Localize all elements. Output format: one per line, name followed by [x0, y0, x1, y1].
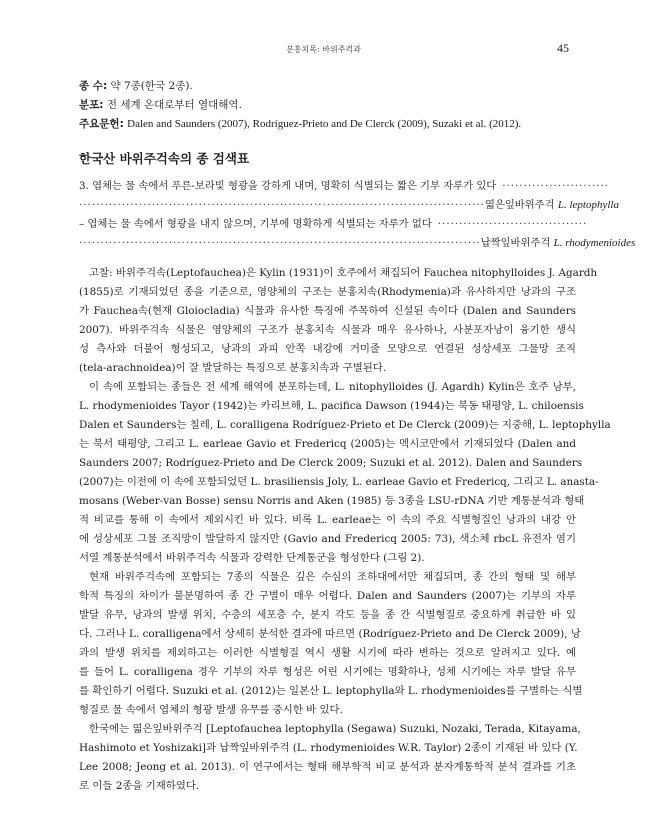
- key-item-2-latin-name: L. rhodymenioides: [553, 237, 636, 249]
- text-line: 에 성상세포 그물 조직망이 발달하지 않지만 (Gavio and Fredericq 2005: 73), 색소체 rbcL 유전자 염기: [79, 533, 576, 545]
- text-line: 과의 발생 위치를 제외하고는 이러한 식별형질 역시 생활 시기에 따라 변하는 것으로 알려지고 있다. 예: [79, 647, 576, 659]
- text-line: Hashimoto et Yoshizaki]과 납짝잎바위주걱 (L. rhodymenioides W.R. Taylor) 2종이 기재된 바 있다 (Y.: [79, 742, 578, 754]
- distribution-label: 분포:: [79, 99, 104, 111]
- text-line: 적 비교를 통해 이 속에서 제외시킨 바 있다. 비록 L. earleae는 이 속의 주요 식별형질인 낭과의 내강 안: [79, 514, 576, 526]
- key-item-2-korean-name: 납짝잎바위주걱: [480, 237, 551, 249]
- references-value: Dalen and Saunders (2007), Rodríguez-Prieto and De Clerck (2009), Suzaki et al. (2012).: [127, 118, 522, 130]
- references-row: [79, 115, 579, 134]
- key-item-1-lead: [79, 177, 610, 196]
- text-line: mosans (Weber-van Bosse) sensu Norris and Aken (1985) 등 3종을 LSU-rDNA 기반 계통분석과 형태: [79, 495, 585, 507]
- key-item-1-text: 3. 엽체는 물 속에서 푸른-보라빛 형광을 강하게 내며, 명확히 식별되는 짧은 기부 자루가 있다: [79, 180, 497, 192]
- running-head: 분홍치목: 바위주걱과: [286, 45, 361, 54]
- key-item-2-taxon: [481, 234, 636, 253]
- page-number: 45: [557, 41, 569, 55]
- key-item-1-result-dots: ·······························································································: [79, 199, 485, 211]
- text-line: Dalen et Saunders는 칠레, L. coralligena Rodríguez-Prieto et De Clerck (2009)는 지중해, L. leptophylla: [79, 419, 611, 431]
- distribution-row: [79, 96, 579, 115]
- text-line: 다. 그러나 L. coralligena에서 상세히 분석한 결과에 따르면 (Rodríguez-Prieto and De Clerck 2009), 낭: [79, 628, 581, 640]
- references-label: 주요문헌:: [79, 118, 124, 130]
- text-line: (1855)로 기재되었던 종을 기준으로, 영양체의 구조는 분홍치속(Rhodymenia)과 유사하지만 낭과의 구조: [79, 286, 576, 298]
- key-item-2-lead: [79, 215, 588, 234]
- identification-key: [79, 177, 636, 253]
- key-item-1-taxon: [485, 196, 619, 215]
- key-item-2-text: – 엽체는 물 속에서 형광을 내지 않으며, 기부에 명확하게 식별되는 자루가 없다: [79, 218, 432, 230]
- text-line: L. rhodymenioides Tayor (1942)는 카리브해, L. pacifica Dawson (1944)는 북동 태평양, L. chiloensis: [79, 400, 584, 412]
- text-line: 는 북서 태평양, 그리고 L. earleae Gavio et Fredericq (2005)는 멕시코만에서 기재되었다 (Dalen and: [79, 438, 576, 450]
- key-item-1-korean-name: 엷은잎바위주걱: [484, 199, 555, 211]
- text-line: 한국에는 엷은잎바위주걱 [Leptofauchea leptophylla (Segawa) Suzuki, Nozaki, Terada, Kitayama,: [89, 723, 581, 735]
- text-line: 로 이들 2종을 기재하였다.: [79, 780, 200, 792]
- taxon-summary: [79, 77, 579, 134]
- species-count-value: 약 7종(한국 2종).: [110, 80, 193, 92]
- text-line: (2007)는 이전에 이 속에 포함되었던 L. brasiliensis Joly, L. earleae Gavio et Fredericq, 그리고 L. anasta-: [79, 476, 599, 488]
- species-count-row: [79, 77, 579, 96]
- text-line: 를 확인하기 어렵다. Suzuki et al. (2012)는 일본산 L. leptophylla와 L. rhodymenioides를 구별하는 식별: [79, 685, 583, 697]
- text-line: 현재 바위주걱속에 포함되는 7종의 식물은 깊은 수심의 조하대에서만 채집되며, 종 간의 형태 및 해부: [89, 571, 576, 583]
- text-line: 형질로 물 속에서 엽체의 형광 발생 유무를 중시한 바 있다.: [79, 704, 343, 716]
- text-line: 학적 특징의 차이가 불분명하여 종 간 구별이 매우 어렵다. Dalen and Saunders (2007)는 기부의 자루: [79, 590, 576, 602]
- key-item-1-latin-name: L. leptophylla: [557, 199, 619, 211]
- text-line: 를 들어 L. coralligena 경우 기부의 자루 형성은 어린 시기에는 명확하나, 성체 시기에는 자루 발달 유무: [79, 666, 576, 678]
- text-line: 가 Fauchea속(현재 Gloiocladia) 식물과 유사한 특징에 주목하여 신설된 속이다 (Dalen and Saunders: [79, 305, 576, 317]
- text-line: Saunders 2007; Rodríguez-Prieto and De Clerck 2009; Suzuki et al. 2012). Dalen and Saunders: [79, 457, 583, 469]
- text-line: Lee 2008; Jeong et al. 2013). 이 연구에서는 형태 해부학적 비교 분석과 분자계통학적 분석 결과를 기초: [79, 761, 576, 773]
- text-line: 서열 계통분석에서 바위주걱속 식물과 강력한 단계통군을 형성한다 (그림 2).: [79, 552, 425, 564]
- species-count-label: 종 수:: [79, 80, 108, 92]
- key-title: 한국산 바위주걱속의 종 검색표: [79, 151, 250, 166]
- key-item-2-result: [79, 234, 636, 253]
- key-item-2-result-dots: ······························································································: [79, 237, 481, 249]
- text-line: (tela-arachnoidea)이 잘 발달하는 특징으로 분홍치속과 구별된다.: [79, 362, 387, 374]
- key-item-1-leader-dots: ·························: [502, 180, 610, 192]
- text-line: 성 측사와 더불어 형성되고, 낭과의 과피 안쪽 내강에 거미줄 모양으로 연결된 성상세포 그물망 조직: [79, 343, 576, 355]
- text-line: 발달 유무, 낭과의 발생 위치, 수층의 세포층 수, 분지 각도 등을 종 간 식별형질로 중요하게 취급한 바 있: [79, 609, 576, 621]
- distribution-value: 전 세계 온대로부터 열대해역.: [106, 99, 242, 111]
- discussion-text: [79, 264, 611, 796]
- text-line: 이 속에 포함되는 종들은 전 세계 해역에 분포하는데, L. nitophylloides (J. Agardh) Kylin은 호주 남부,: [89, 381, 576, 393]
- key-item-1-result: [79, 196, 619, 215]
- text-line: 고찰: 바위주걱속(Leptofauchea)은 Kylin (1931)이 호주에서 채집되어 Fauchea nitophylloides J. Agardh: [89, 267, 598, 279]
- key-item-2-leader-dots: ···································: [437, 218, 588, 230]
- text-line: 2007). 바위주걱속 식물은 영양체의 구조가 분홍치속 식물과 매우 유사하나, 사분포자낭이 융기한 생식: [79, 324, 576, 336]
